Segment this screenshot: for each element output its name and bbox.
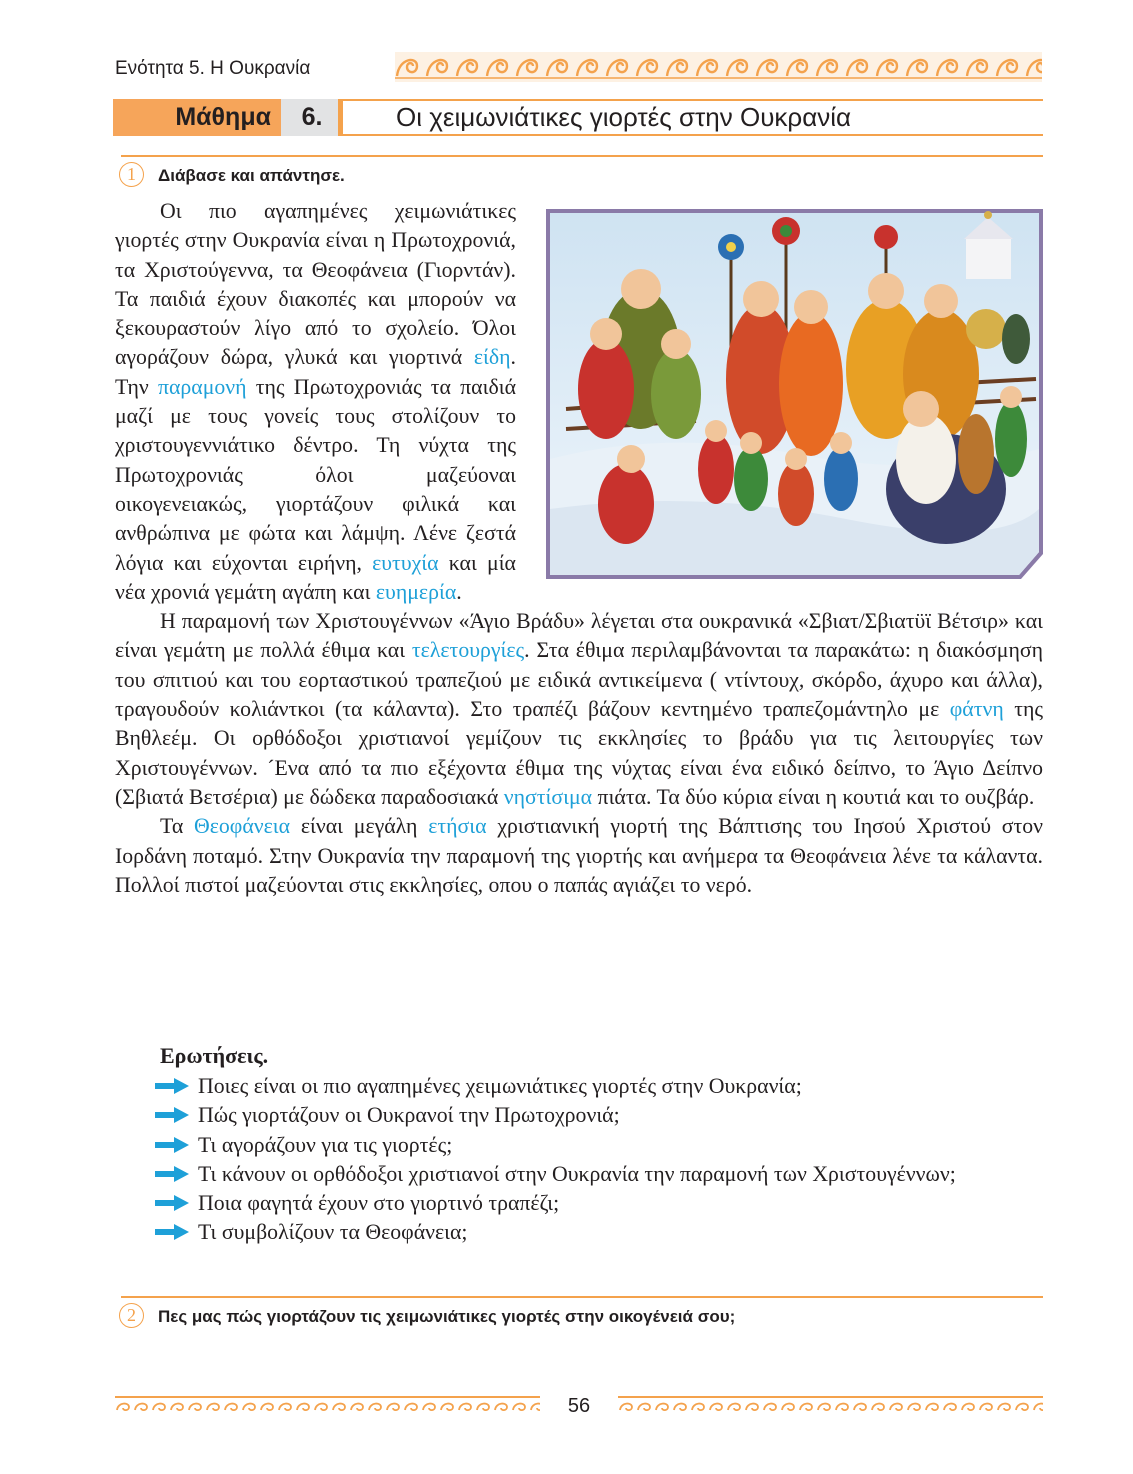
page-number: 56 (567, 1395, 591, 1417)
lesson-number-box (281, 99, 343, 136)
glossary-word: ετήσια (428, 814, 487, 839)
arrow-bullet-icon (155, 1166, 189, 1182)
unit-label: Ενότητα 5. Η Ουκρανία (115, 58, 311, 79)
glossary-word: ευτυχία (372, 550, 439, 575)
paragraph-3: Τα Θεοφάνεια είναι μεγάλη ετήσια χριστιανική γιορτή της Βάπτισης του Ιησού Χριστού στον Ιορδάνη ποταμό. Στην Ουκρανία την παραμονή της γιορτής και ανήμερα τα Θεοφάνεια λένε τα κάλαντα. Πολλοί πιστοί μαζεύονται στις εκκλησίες, οπου ο παπάς αγιάζει το νερό. (115, 814, 1044, 897)
arrow-bullet-icon (155, 1078, 189, 1094)
exercise-2-number: 2 (119, 1303, 144, 1328)
question-item: Ποιες είναι οι πιο αγαπημένες χειμωνιάτικες γιορτές στην Ουκρανία; (115, 1072, 1043, 1101)
christmas-carolers-illustration (546, 209, 1043, 579)
arrow-bullet-icon (155, 1195, 189, 1211)
lesson-number: 6. (301, 103, 323, 131)
footer-ornament-right (618, 1393, 1043, 1421)
question-item: Ποια φαγητά έχουν στο γιορτινό τραπέζι; (115, 1189, 1043, 1218)
question-item: Πώς γιορτάζουν οι Ουκρανοί την Πρωτοχρονιά; (115, 1101, 1043, 1130)
exercise-1-number: 1 (119, 162, 144, 187)
questions-heading: Ερωτήσεις. (160, 1043, 269, 1068)
footer-ornament-left (115, 1393, 540, 1421)
arrow-bullet-icon (155, 1137, 189, 1153)
paragraph-1: Οι πιο αγαπημένες χειμωνιάτικες γιορτές στην Ουκρανία είναι η Πρωτοχρονιά, τα Χριστούγεννα, τα Θεοφάνεια (Γιορντάν). Τα παιδιά έχουν διακοπές και μπορούν να ξεκουραστούν λίγο από το σχολείο. Όλοι αγοράζουν δώρα, γλυκά και γιορτινά είδη. Την παραμονή της Πρωτοχρονιάς τα παιδιά μαζί με τους γονείς τους στολίζουν το χριστουγεννιάτικο δέντρο. Τη νύχτα της Πρωτοχρονιάς όλοι μαζεύοναι οικογενειακώς, γιορτάζουν φιλικά και ανθρώπινα με φώτα και λάμψη. Λένε ζεστά λόγια και εύχονται ειρήνη, ευτυχία και μία νέα χρονιά γεμάτη αγάπη και ευημερία. (115, 199, 516, 604)
glossary-word: ευημερία (375, 579, 457, 604)
exercise-1-header (113, 155, 1043, 183)
exercise-2-header (113, 1296, 1043, 1324)
lesson-title: Οι χειμωνιάτικες γιορτές στην Ουκρανία (396, 102, 852, 132)
exercise-2-instruction: Πες μας πώς γιορτάζουν τις χειμωνιάτικες γιορτές στην οικογένειά σου; (158, 1307, 736, 1326)
questions-list (115, 1072, 1043, 1248)
arrow-bullet-icon (155, 1224, 189, 1240)
arrow-bullet-icon (155, 1107, 189, 1123)
ornamental-border (395, 52, 1042, 82)
glossary-word: Θεοφάνεια (194, 814, 291, 839)
question-item: Τι συμβολίζουν τα Θεοφάνεια; (115, 1218, 1043, 1247)
glossary-word: φάτνη (949, 697, 1004, 722)
glossary-word: είδη (473, 345, 511, 370)
glossary-word: παραμονή (157, 374, 247, 399)
question-item: Τι αγοράζουν για τις γιορτές; (115, 1131, 1043, 1160)
glossary-word: τελετουργίες (411, 638, 525, 663)
lesson-header-bar (113, 99, 1043, 136)
questions-section (115, 1040, 1043, 1248)
lesson-label: Μάθημα (113, 99, 281, 136)
glossary-word: νηστίσιμα (503, 784, 593, 809)
reading-text (115, 197, 1043, 900)
exercise-1-instruction: Διάβασε και απάντησε. (158, 166, 345, 185)
paragraph-2: Η παραμονή των Χριστουγέννων «Άγιο Βράδυ» λέγεται στα ουκρανικά «Σβιατ/Σβιατϋϊ Βέτσιρ» και είναι γεμάτη με πολλά έθιμα και τελετουργίες. Στα έθιμα περιλαμβάνονται τα παρακάτω: η διακόσμηση του σπιτιού και του εορταστικού τραπεζιού με ειδικά αντικείμενα ( ντίντουχ, σκόρδο, άχυρο και άλλα), τραγουδούν κολιάντκοι (τα κάλαντα). Στο τραπέζι βάζουν κεντημένο τραπεζομάντηλο με φάτνη της Βηθλεέμ. Οι ορθόδοξοι χριστιανοί γεμίζουν τις εκκλησίες το βράδυ για τις λειτουργίες των Χριστουγέννων. ´Ενα από τα πιο εξέχοντα έθιμα της νύχτας είναι ένα ειδικό δείπνο, το Άγιο Δείπνο (Σβιατά Βετσέρια) με δώδεκα παραδοσιακά νηστίσιμα πιάτα. Τα δύο κύρια είναι η κουτιά και το ουζβάρ. (115, 609, 1044, 809)
question-item: Τι κάνουν οι ορθόδοξοι χριστιανοί στην Ουκρανία την παραμονή των Χριστουγέννων; (115, 1160, 1043, 1189)
